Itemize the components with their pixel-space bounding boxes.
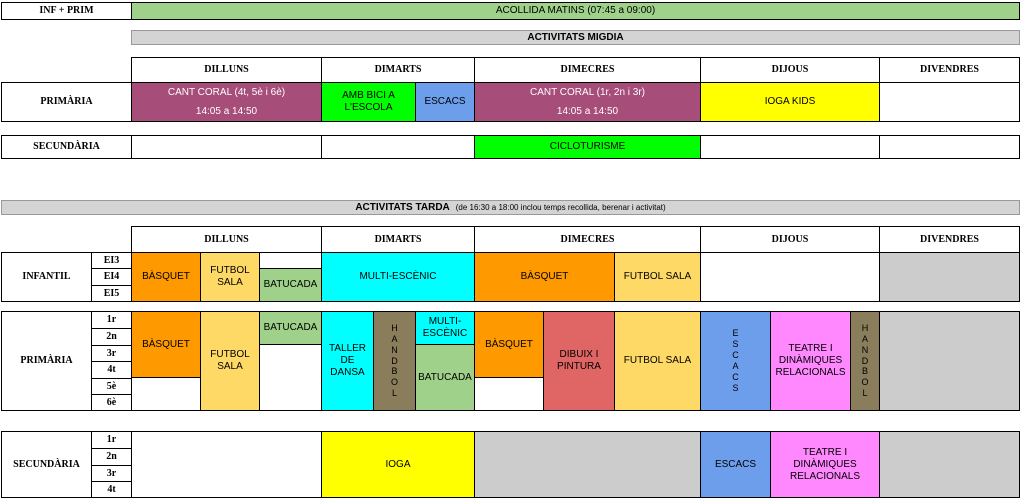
- migdia-day-dimarts: DIMARTS: [321, 57, 475, 82]
- primaria-label: PRIMÀRIA: [1, 311, 92, 411]
- cant-coral-1-3-cell: [474, 82, 701, 122]
- primaria-futbol2-cell: FUTBOL SALA: [614, 311, 701, 411]
- cant-coral-1-3-time: 14:05 a 14:50: [556, 105, 619, 117]
- sec-grade-4t: 4t: [91, 481, 132, 498]
- primaria-dilluns-empty2: [259, 344, 322, 411]
- sec-ioga-cell: IOGA: [321, 431, 475, 498]
- tarda-day-dimecres: DIMECRES: [474, 226, 701, 252]
- primaria-divendres-gray: [879, 311, 1020, 411]
- migdia-sec-dimarts-empty: [321, 135, 475, 159]
- primaria-futbol-cell: FUTBOL SALA: [200, 311, 260, 411]
- sec-teatre-cell: TEATRE I DINÀMIQUES RELACIONALS: [770, 431, 880, 498]
- infantil-futbol-cell: FUTBOL SALA: [200, 252, 260, 302]
- sec-dilluns-empty: [131, 431, 322, 498]
- primaria-handbol2-cell: H A N D B O L: [850, 311, 880, 411]
- infantil-basquet-cell: BÀSQUET: [131, 252, 201, 302]
- infantil-basquet2-cell: BÀSQUET: [474, 252, 615, 302]
- primaria-batucada2-cell: BATUCADA: [415, 344, 475, 411]
- grade-5e: 5è: [91, 378, 132, 395]
- inf-prim-label: INF + PRIM: [1, 2, 132, 20]
- infantil-empty-top: [259, 252, 322, 269]
- cant-coral-1-3-title: CANT CORAL (1r, 2n i 3r): [529, 86, 646, 98]
- grade-6e: 6è: [91, 394, 132, 411]
- migdia-day-dijous: DIJOUS: [700, 57, 880, 82]
- sec-escacs-cell: ESCACS: [700, 431, 771, 498]
- grade-1r: 1r: [91, 311, 132, 329]
- primaria-multi-cell: MULTI-ESCÈNIC: [415, 311, 475, 345]
- tarda-title-text: ACTIVITATS TARDA: [355, 201, 450, 213]
- infantil-multi-cell: MULTI-ESCÈNIC: [321, 252, 475, 302]
- primaria-batucada-cell: BATUCADA: [259, 311, 322, 345]
- secundaria-label: SECUNDÀRIA: [1, 431, 92, 498]
- primaria-dimecres-empty: [474, 377, 544, 411]
- infantil-label: INFANTIL: [1, 252, 92, 302]
- primaria-basquet-cell: BÀSQUET: [131, 311, 201, 378]
- sec-grade-2n: 2n: [91, 448, 132, 466]
- cant-coral-4-6-time: 14:05 a 14:50: [195, 105, 258, 117]
- infantil-futbol2-cell: FUTBOL SALA: [614, 252, 701, 302]
- grade-ei3: EI3: [91, 252, 132, 269]
- migdia-day-dimecres: DIMECRES: [474, 57, 701, 82]
- sec-dimecres-gray: [474, 431, 701, 498]
- amb-bici-cell: AMB BICI A L'ESCOLA: [321, 82, 416, 122]
- tarda-subtitle: (de 16:30 a 18:00 inclou temps recollida, berenar i activitat): [455, 202, 666, 212]
- dibuix-pintura-cell: DIBUIX I PINTURA: [543, 311, 615, 411]
- migdia-title: ACTIVITATS MIGDIA: [131, 30, 1020, 45]
- primaria-handbol-cell: H A N D B O L: [373, 311, 416, 411]
- ioga-kids-cell: IOGA KIDS: [700, 82, 880, 122]
- sec-grade-1r: 1r: [91, 431, 132, 449]
- migdia-day-dilluns: DILLUNS: [131, 57, 322, 82]
- infantil-batucada-cell: BATUCADA: [259, 268, 322, 302]
- cant-coral-4-6-cell: [131, 82, 322, 122]
- primaria-escacs-cell: E S C A C S: [700, 311, 771, 411]
- tarda-day-dilluns: DILLUNS: [131, 226, 322, 252]
- cicloturisme-cell: CICLOTURISME: [474, 135, 701, 159]
- migdia-sec-dilluns-empty: [131, 135, 322, 159]
- infantil-dijous-empty: [700, 252, 880, 302]
- sec-grade-3r: 3r: [91, 465, 132, 482]
- grade-ei5: EI5: [91, 285, 132, 302]
- tarda-day-dimarts: DIMARTS: [321, 226, 475, 252]
- grade-2n: 2n: [91, 328, 132, 346]
- migdia-day-divendres: DIVENDRES: [879, 57, 1020, 82]
- taller-dansa-cell: TALLER DE DANSA: [321, 311, 374, 411]
- migdia-secundaria-label: SECUNDÀRIA: [1, 135, 132, 159]
- primaria-teatre-cell: TEATRE I DINÀMIQUES RELACIONALS: [770, 311, 851, 411]
- primaria-dilluns-empty: [131, 377, 201, 411]
- migdia-primaria-divendres-empty: [879, 82, 1020, 122]
- cant-coral-4-6-title: CANT CORAL (4t, 5è i 6è): [167, 86, 286, 98]
- tarda-title: [1, 200, 1020, 215]
- grade-ei4: EI4: [91, 268, 132, 286]
- migdia-sec-divendres-empty: [879, 135, 1020, 159]
- grade-3r: 3r: [91, 345, 132, 362]
- tarda-day-divendres: DIVENDRES: [879, 226, 1020, 252]
- acollida-matins-cell: ACOLLIDA MATINS (07:45 a 09:00): [131, 2, 1020, 20]
- infantil-divendres-gray: [879, 252, 1020, 302]
- sec-divendres-gray: [879, 431, 1020, 498]
- primaria-basquet2-cell: BÀSQUET: [474, 311, 544, 378]
- migdia-primaria-label: PRIMÀRIA: [1, 82, 132, 122]
- migdia-sec-dijous-empty: [700, 135, 880, 159]
- escacs-migdia-cell: ESCACS: [415, 82, 475, 122]
- grade-4t: 4t: [91, 361, 132, 379]
- tarda-day-dijous: DIJOUS: [700, 226, 880, 252]
